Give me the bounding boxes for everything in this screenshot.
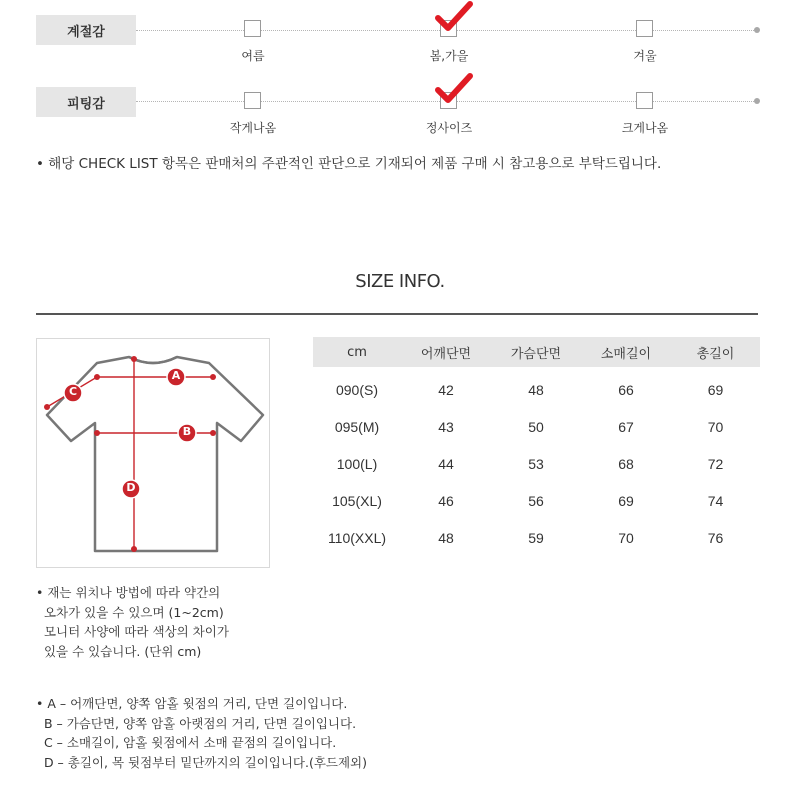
- note-line: 있을 수 있습니다. (단위 cm): [36, 643, 202, 659]
- table-cell: 46: [438, 492, 454, 509]
- option-label-summer: 여름: [241, 49, 265, 63]
- checkbox-runs-large[interactable]: [636, 92, 653, 109]
- size-table-header: 어깨단면: [401, 337, 491, 367]
- option-label-true-to-size: 정사이즈: [425, 121, 473, 135]
- row-label-season: 계절감: [36, 15, 136, 45]
- checkbox-runs-small[interactable]: [244, 92, 261, 109]
- track-end-dot: [754, 98, 760, 104]
- definition-line: • A – 어깨단면, 양쪽 암홀 윗점의 거리, 단면 길이입니다.: [36, 696, 348, 711]
- definition-line: B – 가슴단면, 양쪽 암홀 아랫점의 거리, 단면 길이입니다.: [36, 715, 357, 731]
- table-cell: 56: [528, 492, 544, 509]
- check-mark-icon: [434, 72, 474, 106]
- size-info-divider: [36, 313, 758, 315]
- table-cell: 67: [618, 418, 634, 435]
- track-end-dot: [754, 27, 760, 33]
- measurement-note: [36, 583, 229, 661]
- size-table: [313, 337, 760, 556]
- table-cell: 68: [618, 455, 634, 472]
- table-cell: 59: [528, 529, 544, 546]
- option-label-runs-large: 크게나옴: [621, 121, 669, 135]
- note-line: • 재는 위치나 방법에 따라 약간의: [36, 585, 221, 600]
- size-cell: 100(L): [336, 455, 378, 472]
- table-cell: 74: [707, 492, 724, 509]
- size-cell: 110(XXL): [327, 529, 387, 546]
- table-cell: 50: [528, 418, 544, 435]
- note-line: 오차가 있을 수 있으며 (1~2cm): [36, 604, 224, 620]
- size-table-header: 소매길이: [581, 337, 671, 367]
- table-cell: 70: [618, 529, 634, 546]
- marker-b: [177, 423, 197, 447]
- table-cell: 72: [707, 455, 724, 472]
- table-row: [313, 482, 760, 519]
- table-cell: 76: [707, 529, 724, 546]
- size-cell: 090(S): [335, 381, 379, 398]
- size-table-header-row: [313, 337, 760, 367]
- table-cell: 48: [438, 529, 454, 546]
- marker-c-label: C: [68, 385, 78, 398]
- option-label-runs-small: 작게나옴: [229, 121, 277, 135]
- option-label-spring-fall: 봄,가을: [429, 49, 469, 63]
- table-cell: 48: [528, 381, 544, 398]
- option-label-winter: 겨울: [633, 49, 657, 63]
- table-cell: 42: [438, 381, 454, 398]
- size-table-header: 가슴단면: [491, 337, 581, 367]
- table-row: [313, 519, 760, 556]
- table-cell: 69: [618, 492, 634, 509]
- table-cell: 44: [438, 455, 454, 472]
- marker-d: [121, 479, 141, 503]
- table-cell: 43: [438, 418, 454, 435]
- measurement-definitions: [36, 694, 367, 772]
- size-table-header: 총길이: [671, 337, 760, 367]
- table-row: [313, 367, 760, 408]
- table-cell: 53: [528, 455, 544, 472]
- table-row: [313, 408, 760, 445]
- table-cell: 69: [707, 381, 724, 398]
- marker-d-label: D: [126, 481, 136, 494]
- table-cell: 70: [707, 418, 724, 435]
- checkbox-summer[interactable]: [244, 20, 261, 37]
- size-cell: 095(M): [334, 418, 380, 435]
- check-mark-icon: [434, 0, 474, 34]
- marker-a-label: A: [171, 369, 181, 382]
- row-label-fit: 피팅감: [36, 87, 136, 117]
- table-cell: 66: [618, 381, 634, 398]
- tshirt-diagram: [36, 338, 270, 568]
- size-table-header: cm: [313, 337, 401, 367]
- checkbox-winter[interactable]: [636, 20, 653, 37]
- marker-c: [63, 383, 83, 407]
- tshirt-outline-icon: [37, 339, 269, 567]
- table-row: [313, 445, 760, 482]
- definition-line: C – 소매길이, 암홀 윗점에서 소매 끝점의 길이입니다.: [36, 735, 337, 750]
- marker-a: [166, 367, 186, 391]
- definition-line: D – 총길이, 목 뒷점부터 밑단까지의 길이입니다.(후드제외): [36, 754, 368, 770]
- marker-b-label: B: [182, 425, 192, 438]
- size-info-title: SIZE INFO.: [355, 271, 445, 292]
- size-cell: 105(XL): [332, 492, 382, 509]
- note-line: 모니터 사양에 따라 색상의 차이가: [36, 624, 229, 639]
- check-list-notice: • 해당 CHECK LIST 항목은 판매처의 주관적인 판단으로 기재되어 제품 구매 시 참고용으로 부탁드립니다.: [36, 156, 662, 172]
